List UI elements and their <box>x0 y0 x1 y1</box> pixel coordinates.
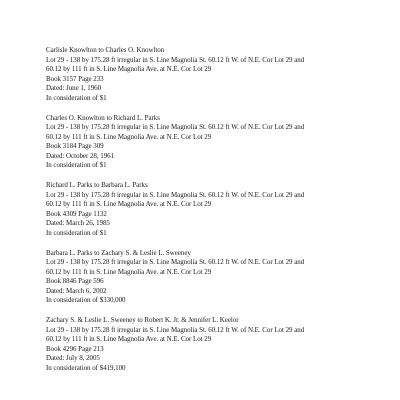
consideration-amount: In consideration of $1 <box>46 228 107 237</box>
book-page-reference: Book 8846 Page 596 <box>46 277 104 285</box>
deed-date: Dated: October 28, 1961 <box>46 151 115 160</box>
book-page-reference: Book 3184 Page 309 <box>46 142 104 150</box>
lot-description-line-1: Lot 29 - 138 by 175.28 ft irregular in S. Line Magnolia St. 60.12 ft W. of N.E. Cor Lot 29 and <box>46 190 305 199</box>
book-page-reference: Book 3157 Page 233 <box>46 74 104 83</box>
consideration-amount: In consideration of $1 <box>46 93 107 102</box>
deed-date: Dated: March 6, 2002 <box>46 286 107 295</box>
consideration-amount: In consideration of $419,100 <box>46 363 126 372</box>
lot-description-line-2: 60.12 by 111 ft in S. Line Magnolia Ave. at N.E. Cor Lot 29 <box>46 65 212 73</box>
lot-description-line-1: Lot 29 - 138 by 175.28 ft irregular in S. Line Magnolia St. 60.12 ft W. of N.E. Cor Lot 29 and <box>46 258 305 266</box>
deed-history-document <box>46 46 396 384</box>
deed-date: Dated: March 26, 1985 <box>46 219 110 227</box>
book-page-reference: Book 4296 Page 213 <box>46 344 104 353</box>
deed-record <box>46 114 396 171</box>
lot-description-line-2: 60.12 by 111 ft in S. Line Magnolia Ave. at N.E. Cor Lot 29 <box>46 267 212 276</box>
deed-record <box>46 181 396 238</box>
lot-description-line-2: 60.12 by 111 ft in S. Line Magnolia Ave. at N.E. Cor Lot 29 <box>46 132 212 141</box>
deed-date: Dated: July 8, 2005 <box>46 354 100 362</box>
deed-date: Dated: June 1, 1960 <box>46 84 102 92</box>
lot-description-line-2: 60.12 by 111 ft in S. Line Magnolia Ave. at N.E. Cor Lot 29 <box>46 200 212 208</box>
lot-description-line-1: Lot 29 - 138 by 175.28 ft irregular in S. Line Magnolia St. 60.12 ft W. of N.E. Cor Lot 29 and <box>46 55 305 64</box>
deed-parties: Barbara L. Parks to Zachary S. & Leslie L. Sweeney <box>46 248 191 257</box>
deed-record <box>46 316 396 373</box>
lot-description-line-2: 60.12 by 111 ft in S. Line Magnolia Ave. at N.E. Cor Lot 29 <box>46 335 212 343</box>
consideration-amount: In consideration of $330,000 <box>46 296 126 304</box>
deed-record <box>46 46 396 103</box>
consideration-amount: In consideration of $1 <box>46 161 107 169</box>
lot-description-line-1: Lot 29 - 138 by 175.28 ft irregular in S. Line Magnolia St. 60.12 ft W. of N.E. Cor Lot 29 and <box>46 325 305 334</box>
deed-record <box>46 249 396 306</box>
deed-parties: Zachary S. & Leslie L. Sweeney to Robert K. Jr. & Jennifer L. Keelor <box>46 316 239 324</box>
deed-parties: Charles O. Knowlton to Richard L. Parks <box>46 113 160 122</box>
deed-parties: Richard L. Parks to Barbara L. Parks <box>46 181 148 189</box>
lot-description-line-1: Lot 29 - 138 by 175.28 ft irregular in S. Line Magnolia St. 60.12 ft W. of N.E. Cor Lot 29 and <box>46 123 305 131</box>
deed-parties: Carlisle Knowlton to Charles O. Knowlton <box>46 46 165 54</box>
book-page-reference: Book 4309 Page 1132 <box>46 209 107 218</box>
